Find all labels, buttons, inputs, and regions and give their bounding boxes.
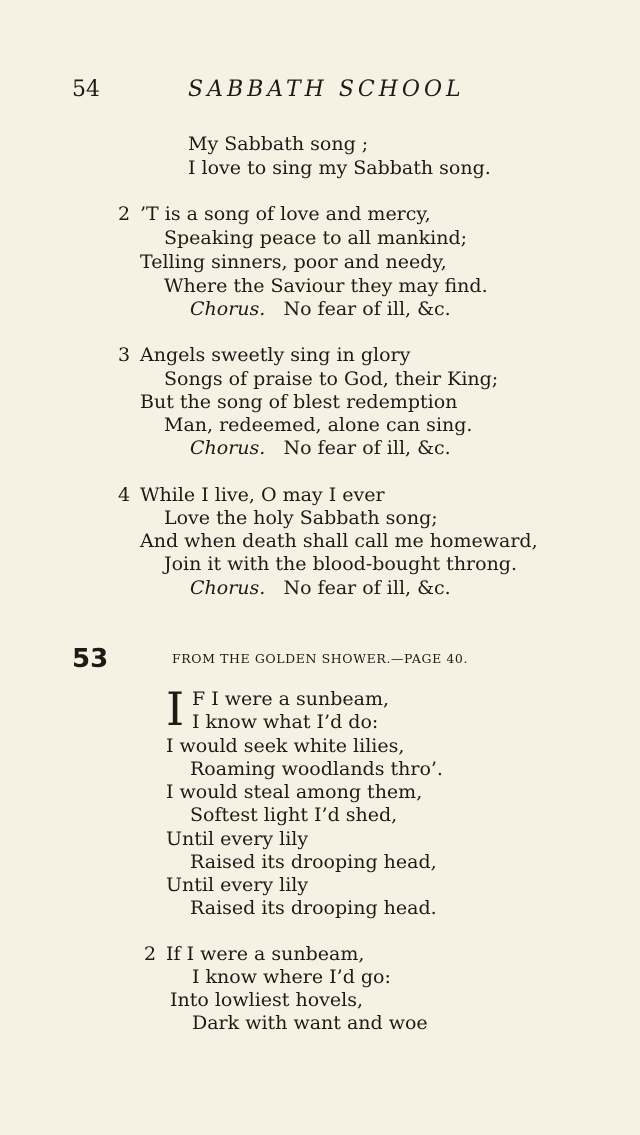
hymn-line: Songs of praise to God, their King; [164, 368, 499, 390]
hymn-line: Raised its drooping head. [190, 897, 437, 919]
hymn-line: Love the holy Sabbath song; [164, 507, 438, 529]
chorus-label: Chorus. [190, 437, 266, 459]
verse-first-line [144, 942, 364, 966]
hymn-line: But the song of blest redemption [140, 391, 458, 413]
hymn-line: Roaming woodlands thro’. [190, 758, 443, 780]
chorus-label: Chorus. [190, 298, 266, 320]
hymn-line: Softest light I’d shed, [190, 804, 398, 826]
hymn-line: If I were a sunbeam, [166, 943, 365, 965]
verse-number: 4 [118, 484, 131, 506]
verse-first-line [118, 483, 385, 507]
hymn-line: Until every lily [166, 828, 309, 850]
drop-cap: I [166, 682, 185, 736]
hymn-line: Speaking peace to all mankind; [164, 227, 468, 249]
page-number: 54 [72, 77, 100, 102]
hymn-line: My Sabbath song ; [188, 133, 369, 155]
verse-first-line [118, 202, 431, 226]
hymn-line: Telling sinners, poor and needy, [140, 251, 447, 273]
hymn-line: Until every lily [166, 874, 309, 896]
hymn-line: Angels sweetly sing in glory [140, 344, 411, 366]
hymn-line: Into lowliest hovels, [170, 989, 363, 1011]
hymn-line: I love to sing my Sabbath song. [188, 157, 491, 179]
hymn-line: Dark with want and woe [192, 1012, 428, 1034]
hymn-line: And when death shall call me homeward, [140, 530, 538, 552]
verse-number: 2 [118, 203, 131, 225]
chorus-text: No fear of ill, &c. [283, 437, 451, 459]
chorus-label: Chorus. [190, 577, 266, 599]
chorus-line [190, 576, 451, 600]
chorus-text: No fear of ill, &c. [283, 298, 451, 320]
hymn-line: I would seek white lilies, [166, 735, 405, 757]
hymn-source: FROM THE GOLDEN SHOWER.—PAGE 40. [172, 651, 469, 666]
chorus-text: No fear of ill, &c. [283, 577, 451, 599]
page-header [72, 76, 512, 108]
hymn-line: Man, redeemed, alone can sing. [164, 414, 473, 436]
hymn-line: F I were a sunbeam, [192, 688, 390, 710]
hymn-line: ’T is a song of love and mercy, [140, 203, 431, 225]
verse-number: 3 [118, 344, 131, 366]
hymn-line: Where the Saviour they may find. [164, 275, 488, 297]
hymn-number: 53 [72, 644, 109, 674]
hymn-line: I know where I’d go: [192, 966, 391, 988]
hymn-line: While I live, O may I ever [140, 484, 385, 506]
verse-number: 2 [144, 943, 157, 965]
verse-first-line [118, 343, 410, 367]
chorus-line [190, 297, 451, 321]
hymn-line: Raised its drooping head, [190, 851, 437, 873]
running-title: SABBATH SCHOOL [188, 77, 465, 102]
hymn-line: I would steal among them, [166, 781, 423, 803]
hymn-line: Join it with the blood-bought throng. [164, 553, 518, 575]
chorus-line [190, 436, 451, 460]
hymn-line: I know what I’d do: [192, 711, 379, 733]
